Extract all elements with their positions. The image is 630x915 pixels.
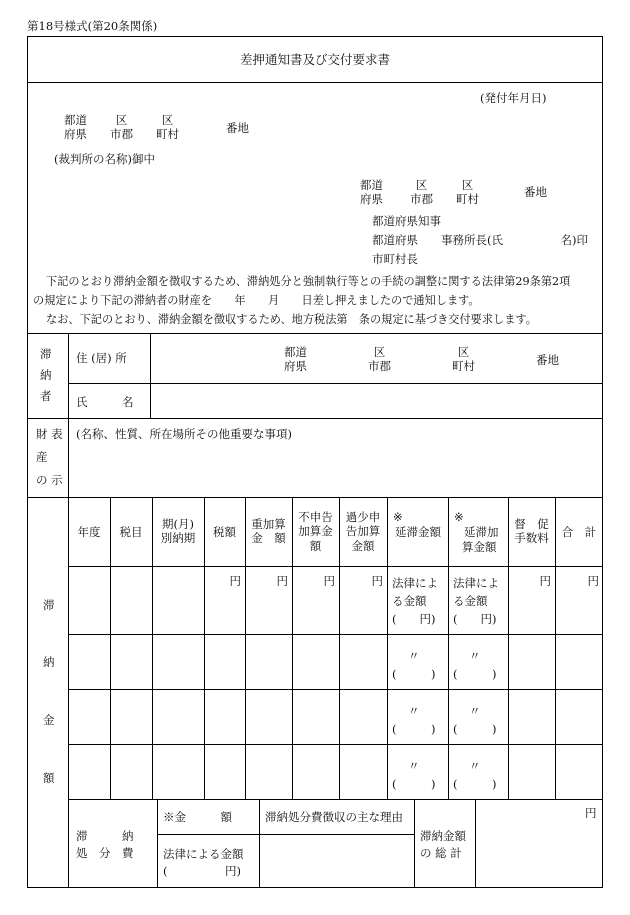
header-delinquency-add: 延滞加 (464, 525, 499, 539)
debtor-pref: 都道 府県 (284, 345, 307, 374)
addressee-town: 区 町村 (156, 113, 179, 142)
ditto-cell: 〃 ( ) (453, 649, 497, 681)
sender-mayor: 市町村長 (372, 252, 418, 266)
amount-label-1: 滞 (43, 598, 55, 612)
disposition-reason: 滞納処分費徴収の主な理由 (265, 810, 403, 824)
property-description: (名称、性質、所在場所その他重要な事項) (76, 427, 292, 441)
property-label-3: の 示 (36, 473, 63, 487)
col-rule (555, 497, 556, 799)
header-delinquency-mark: ※ (393, 510, 403, 524)
sender-city: 区 市郡 (410, 178, 433, 207)
amount-label-4: 額 (43, 771, 55, 785)
addressee-city: 区 市郡 (110, 113, 133, 142)
rule-disposition-mid (157, 834, 414, 835)
debtor-name-label: 氏 名 (76, 395, 134, 409)
rule-amount-label (68, 497, 69, 888)
disposition-legal-amount-2: ( 円) (163, 864, 241, 878)
ditto-cell: 〃 ( ) (392, 649, 436, 681)
rule-table-header (68, 566, 603, 567)
rule-disp-1 (157, 799, 158, 888)
yen-total: 円 (587, 574, 599, 588)
header-tax-amount: 税額 (213, 525, 236, 539)
amount-label-3: 金 (43, 713, 55, 727)
ditto-cell: 〃 ( ) (453, 759, 497, 791)
rule-property-label (68, 418, 69, 497)
ditto-cell: 〃 ( ) (453, 704, 497, 736)
ditto-cell: 〃 ( ) (392, 704, 436, 736)
rule-disp-3 (414, 799, 415, 888)
rule-row3 (68, 744, 603, 745)
property-label-2: 産 (36, 450, 48, 464)
sender-office-chief: 都道府県 事務所長(氏 名)印 (372, 233, 588, 247)
yen-heavy-add: 円 (276, 574, 288, 588)
yen-dunning-fee: 円 (539, 574, 551, 588)
rule-debtor-field (150, 333, 151, 418)
legal-amount-delinquency: 法律によ る金額 ( 円) (392, 576, 438, 626)
legal-amount-delinquency-add: 法律によ る金額 ( 円) (453, 576, 499, 626)
addressee-pref: 都道 府県 (64, 113, 87, 142)
property-label-1: 財 表 (36, 427, 63, 441)
issue-date: (発付年月日) (480, 91, 547, 105)
disposition-legal-amount-1: 法律による金額 (163, 847, 244, 861)
body-line-2: の規定により下記の滞納者の財産を 年 月 日差し押えましたので通知します。 (33, 294, 480, 307)
yen-no-return: 円 (323, 574, 335, 588)
debtor-town: 区 町村 (452, 345, 475, 374)
col-rule (448, 497, 449, 799)
header-tax-item: 税目 (119, 525, 143, 539)
body-line-1: 下記のとおり滞納金額を徴収するため、滞納処分と強制執行等との手続の調整に関する法律第29条第2項 (46, 275, 571, 288)
col-rule (110, 497, 111, 799)
debtor-banchi: 番地 (536, 353, 559, 367)
disposition-amount: ※金 額 (163, 810, 232, 824)
rule-row2 (68, 689, 603, 690)
col-rule (387, 497, 388, 799)
rule-title (27, 82, 603, 83)
header-under-report: 過少申 告加算 金額 (345, 510, 381, 553)
yen-under-report: 円 (371, 574, 383, 588)
disposition-label-1: 滞 納 (76, 829, 134, 843)
rule-debtor-mid (68, 383, 603, 384)
debtor-label: 滞 納 者 (40, 347, 52, 403)
body-line-3: なお、下記のとおり、滞納金額を徴収するため、地方税法第 条の規定に基づき交付要求します。 (46, 313, 537, 326)
rule-disp-4 (475, 799, 476, 888)
sender-town: 区 町村 (456, 178, 479, 207)
rule-debtor-end (27, 418, 603, 419)
debtor-city: 区 市郡 (368, 345, 391, 374)
rule-header (27, 333, 603, 334)
disposition-label-2: 処 分 費 (76, 846, 134, 860)
debtor-address-label: 住 (居) 所 (76, 351, 127, 365)
header-total: 合 計 (561, 525, 597, 539)
total-yen: 円 (585, 806, 597, 820)
header-delinquency-add-mark: ※ (454, 510, 464, 524)
header-year: 年度 (77, 525, 101, 539)
sender-pref: 都道 府県 (360, 178, 383, 207)
header-delinquency: 延滞金額 (395, 525, 441, 539)
rule-disp-2 (259, 799, 260, 888)
ditto-cell: 〃 ( ) (392, 759, 436, 791)
header-dunning-fee: 督 促 手数料 (514, 517, 549, 546)
total-label-2: の 総 計 (420, 846, 462, 860)
amount-label-2: 納 (43, 655, 55, 669)
addressee-banchi: 番地 (226, 121, 249, 135)
court-name: (裁判所の名称)御中 (54, 152, 155, 166)
document-title: 差押通知書及び交付要求書 (239, 52, 390, 67)
rule-row1 (68, 634, 603, 635)
col-rule (204, 497, 205, 799)
yen-tax-amount: 円 (229, 574, 241, 588)
rule-debtor-label (68, 333, 69, 418)
header-period: 期(月) 別納期 (160, 517, 196, 546)
header-no-return: 不申告 加算金 額 (298, 510, 333, 553)
header-heavy-add: 重加算 金 額 (251, 517, 286, 546)
sender-banchi: 番地 (524, 185, 547, 199)
header-delinquency-add-2: 算金額 (462, 540, 497, 554)
rule-row4 (68, 799, 603, 800)
total-label-1: 滞納金額 (420, 829, 466, 843)
sender-governor: 都道府県知事 (372, 214, 441, 228)
form-number: 第18号様式(第20条関係) (27, 19, 158, 33)
rule-property-end (27, 497, 603, 498)
